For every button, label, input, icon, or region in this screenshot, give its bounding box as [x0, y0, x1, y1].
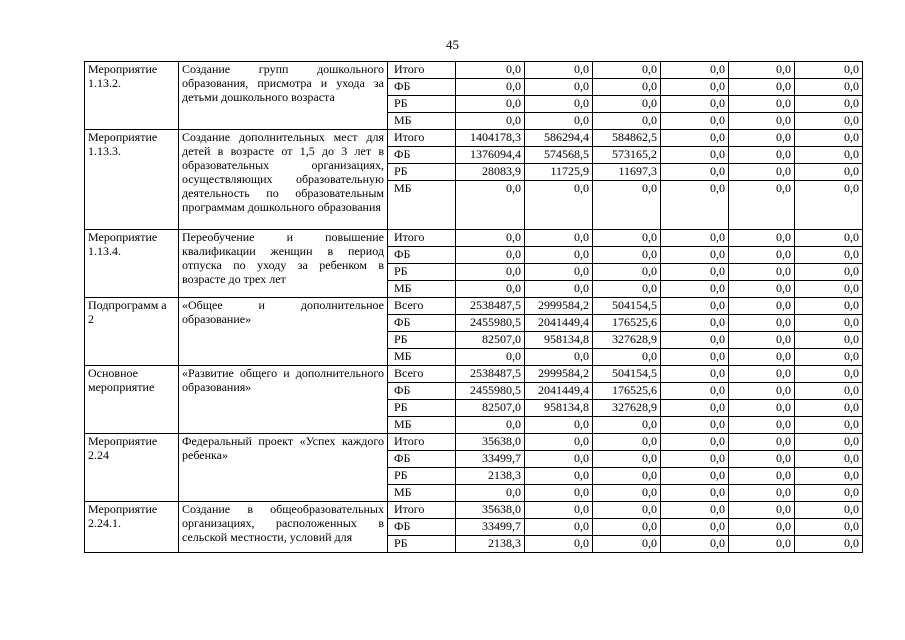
table-row [85, 366, 863, 383]
amount-cell: 504154,5 [593, 298, 661, 315]
amount-cell: 82507,0 [456, 332, 525, 349]
amount-cell: 0,0 [661, 298, 729, 315]
amount-cell: 0,0 [729, 181, 795, 230]
funding-source-cell: МБ [388, 181, 456, 230]
amount-cell: 0,0 [729, 349, 795, 366]
funding-source-cell: Всего [388, 366, 456, 383]
amount-cell: 0,0 [593, 62, 661, 79]
amount-cell: 0,0 [795, 502, 863, 519]
event-name-cell: Мероприятие 1.13.3. [85, 130, 179, 230]
funding-source-cell: ФБ [388, 451, 456, 468]
budget-table-body [85, 62, 863, 553]
amount-cell: 0,0 [661, 113, 729, 130]
amount-cell: 327628,9 [593, 400, 661, 417]
amount-cell: 0,0 [661, 417, 729, 434]
funding-source-cell: МБ [388, 349, 456, 366]
amount-cell: 2999584,2 [525, 298, 593, 315]
amount-cell: 586294,4 [525, 130, 593, 147]
amount-cell: 0,0 [456, 181, 525, 230]
event-description-cell: «Общее и дополнительное образование» [179, 298, 388, 366]
table-row [85, 62, 863, 79]
amount-cell: 0,0 [456, 281, 525, 298]
amount-cell: 33499,7 [456, 451, 525, 468]
amount-cell: 0,0 [593, 79, 661, 96]
amount-cell: 0,0 [593, 417, 661, 434]
amount-cell: 2455980,5 [456, 315, 525, 332]
funding-source-cell: РБ [388, 164, 456, 181]
amount-cell: 0,0 [795, 468, 863, 485]
event-name-cell: Основное мероприятие [85, 366, 179, 434]
amount-cell: 0,0 [661, 366, 729, 383]
amount-cell: 0,0 [456, 485, 525, 502]
amount-cell: 0,0 [525, 264, 593, 281]
table-row [85, 230, 863, 247]
amount-cell: 0,0 [593, 536, 661, 553]
amount-cell: 0,0 [795, 417, 863, 434]
amount-cell: 0,0 [729, 502, 795, 519]
amount-cell: 0,0 [593, 485, 661, 502]
amount-cell: 0,0 [795, 62, 863, 79]
amount-cell: 0,0 [525, 536, 593, 553]
amount-cell: 0,0 [661, 96, 729, 113]
event-description-cell: Переобучение и повышение квалификации женщин в период отпуска по уходу за ребенком в возрасте до трех лет [179, 230, 388, 298]
amount-cell: 0,0 [795, 332, 863, 349]
amount-cell: 0,0 [593, 519, 661, 536]
amount-cell: 0,0 [661, 485, 729, 502]
amount-cell: 0,0 [729, 164, 795, 181]
amount-cell: 0,0 [795, 383, 863, 400]
funding-source-cell: ФБ [388, 247, 456, 264]
amount-cell: 0,0 [795, 164, 863, 181]
amount-cell: 0,0 [661, 349, 729, 366]
amount-cell: 0,0 [525, 468, 593, 485]
funding-source-cell: Итого [388, 434, 456, 451]
amount-cell: 0,0 [593, 96, 661, 113]
amount-cell: 573165,2 [593, 147, 661, 164]
funding-source-cell: РБ [388, 400, 456, 417]
amount-cell: 0,0 [729, 130, 795, 147]
event-description-cell: Создание групп дошкольного образования, присмотра и ухода за детьми дошкольного возраста [179, 62, 388, 130]
amount-cell: 0,0 [661, 451, 729, 468]
amount-cell: 28083,9 [456, 164, 525, 181]
amount-cell: 0,0 [525, 96, 593, 113]
amount-cell: 0,0 [729, 417, 795, 434]
amount-cell: 0,0 [661, 164, 729, 181]
amount-cell: 0,0 [456, 79, 525, 96]
amount-cell: 0,0 [795, 315, 863, 332]
amount-cell: 2538487,5 [456, 366, 525, 383]
amount-cell: 0,0 [729, 147, 795, 164]
amount-cell: 0,0 [729, 79, 795, 96]
amount-cell: 0,0 [525, 79, 593, 96]
amount-cell: 11697,3 [593, 164, 661, 181]
funding-source-cell: РБ [388, 96, 456, 113]
funding-source-cell: Всего [388, 298, 456, 315]
amount-cell: 82507,0 [456, 400, 525, 417]
amount-cell: 0,0 [661, 230, 729, 247]
amount-cell: 0,0 [525, 434, 593, 451]
amount-cell: 0,0 [795, 434, 863, 451]
page-number: 45 [446, 37, 459, 52]
table-row [85, 298, 863, 315]
funding-source-cell: МБ [388, 417, 456, 434]
amount-cell: 0,0 [525, 349, 593, 366]
amount-cell: 0,0 [525, 417, 593, 434]
amount-cell: 1376094,4 [456, 147, 525, 164]
amount-cell: 0,0 [795, 366, 863, 383]
event-name-cell: Мероприятие 1.13.4. [85, 230, 179, 298]
amount-cell: 0,0 [456, 113, 525, 130]
amount-cell: 0,0 [729, 264, 795, 281]
event-name-cell: Подпрограмм а 2 [85, 298, 179, 366]
amount-cell: 0,0 [795, 130, 863, 147]
amount-cell: 0,0 [525, 230, 593, 247]
amount-cell: 2138,3 [456, 536, 525, 553]
event-description-cell: «Развитие общего и дополнительного образования» [179, 366, 388, 434]
amount-cell: 584862,5 [593, 130, 661, 147]
funding-source-cell: МБ [388, 485, 456, 502]
funding-source-cell: ФБ [388, 147, 456, 164]
table-row [85, 502, 863, 519]
amount-cell: 35638,0 [456, 502, 525, 519]
amount-cell: 0,0 [661, 181, 729, 230]
event-name-cell: Мероприятие 2.24.1. [85, 502, 179, 553]
amount-cell: 0,0 [525, 181, 593, 230]
funding-source-cell: МБ [388, 113, 456, 130]
amount-cell: 0,0 [795, 451, 863, 468]
amount-cell: 0,0 [729, 247, 795, 264]
budget-table [84, 61, 863, 553]
amount-cell: 0,0 [593, 468, 661, 485]
amount-cell: 0,0 [456, 349, 525, 366]
amount-cell: 0,0 [795, 281, 863, 298]
amount-cell: 0,0 [729, 383, 795, 400]
amount-cell: 0,0 [729, 451, 795, 468]
amount-cell: 0,0 [795, 96, 863, 113]
amount-cell: 0,0 [795, 536, 863, 553]
amount-cell: 0,0 [593, 230, 661, 247]
amount-cell: 0,0 [661, 130, 729, 147]
amount-cell: 0,0 [795, 400, 863, 417]
amount-cell: 0,0 [729, 96, 795, 113]
amount-cell: 0,0 [661, 79, 729, 96]
amount-cell: 0,0 [795, 298, 863, 315]
amount-cell: 0,0 [729, 468, 795, 485]
amount-cell: 0,0 [729, 434, 795, 451]
amount-cell: 2138,3 [456, 468, 525, 485]
amount-cell: 0,0 [456, 62, 525, 79]
amount-cell: 0,0 [661, 519, 729, 536]
amount-cell: 0,0 [661, 62, 729, 79]
amount-cell: 0,0 [661, 468, 729, 485]
amount-cell: 2041449,4 [525, 315, 593, 332]
event-name-cell: Мероприятие 1.13.2. [85, 62, 179, 130]
funding-source-cell: РБ [388, 264, 456, 281]
amount-cell: 0,0 [661, 281, 729, 298]
amount-cell: 0,0 [729, 366, 795, 383]
amount-cell: 0,0 [729, 113, 795, 130]
table-row [85, 130, 863, 147]
funding-source-cell: ФБ [388, 79, 456, 96]
amount-cell: 0,0 [525, 519, 593, 536]
funding-source-cell: МБ [388, 281, 456, 298]
amount-cell: 0,0 [729, 536, 795, 553]
amount-cell: 0,0 [456, 417, 525, 434]
amount-cell: 0,0 [795, 519, 863, 536]
amount-cell: 11725,9 [525, 164, 593, 181]
amount-cell: 0,0 [661, 332, 729, 349]
amount-cell: 0,0 [729, 519, 795, 536]
amount-cell: 2455980,5 [456, 383, 525, 400]
amount-cell: 0,0 [661, 383, 729, 400]
funding-source-cell: Итого [388, 502, 456, 519]
funding-source-cell: Итого [388, 62, 456, 79]
amount-cell: 958134,8 [525, 400, 593, 417]
amount-cell: 0,0 [525, 451, 593, 468]
amount-cell: 2999584,2 [525, 366, 593, 383]
funding-source-cell: Итого [388, 230, 456, 247]
amount-cell: 0,0 [661, 315, 729, 332]
amount-cell: 0,0 [593, 281, 661, 298]
funding-source-cell: РБ [388, 468, 456, 485]
event-description-cell: Федеральный проект «Успех каждого ребенка» [179, 434, 388, 502]
amount-cell: 0,0 [795, 113, 863, 130]
amount-cell: 0,0 [729, 230, 795, 247]
amount-cell: 0,0 [593, 451, 661, 468]
amount-cell: 35638,0 [456, 434, 525, 451]
funding-source-cell: ФБ [388, 383, 456, 400]
amount-cell: 0,0 [661, 434, 729, 451]
amount-cell: 0,0 [729, 315, 795, 332]
amount-cell: 1404178,3 [456, 130, 525, 147]
amount-cell: 504154,5 [593, 366, 661, 383]
amount-cell: 0,0 [729, 281, 795, 298]
amount-cell: 0,0 [593, 181, 661, 230]
amount-cell: 0,0 [661, 536, 729, 553]
amount-cell: 0,0 [525, 247, 593, 264]
amount-cell: 0,0 [795, 485, 863, 502]
amount-cell: 0,0 [456, 230, 525, 247]
amount-cell: 2538487,5 [456, 298, 525, 315]
amount-cell: 0,0 [795, 230, 863, 247]
amount-cell: 176525,6 [593, 383, 661, 400]
amount-cell: 0,0 [456, 96, 525, 113]
amount-cell: 0,0 [593, 247, 661, 264]
amount-cell: 0,0 [795, 79, 863, 96]
amount-cell: 0,0 [593, 264, 661, 281]
funding-source-cell: ФБ [388, 519, 456, 536]
amount-cell: 33499,7 [456, 519, 525, 536]
amount-cell: 0,0 [456, 264, 525, 281]
amount-cell: 0,0 [525, 281, 593, 298]
amount-cell: 0,0 [729, 332, 795, 349]
funding-source-cell: РБ [388, 332, 456, 349]
amount-cell: 0,0 [593, 349, 661, 366]
amount-cell: 0,0 [525, 62, 593, 79]
event-description-cell: Создание в общеобразовательных организациях, расположенных в сельской местности, условий для [179, 502, 388, 553]
amount-cell: 0,0 [795, 147, 863, 164]
funding-source-cell: Итого [388, 130, 456, 147]
amount-cell: 0,0 [661, 400, 729, 417]
amount-cell: 0,0 [795, 349, 863, 366]
amount-cell: 574568,5 [525, 147, 593, 164]
amount-cell: 0,0 [593, 113, 661, 130]
amount-cell: 0,0 [593, 434, 661, 451]
amount-cell: 0,0 [525, 113, 593, 130]
event-description-cell: Создание дополнительных мест для детей в возрасте от 1,5 до 3 лет в образовательных организациях, осуществляющих образовательную деятельность по образовательным программам дошкольного образования [179, 130, 388, 230]
amount-cell: 0,0 [795, 247, 863, 264]
amount-cell: 958134,8 [525, 332, 593, 349]
funding-source-cell: ФБ [388, 315, 456, 332]
amount-cell: 0,0 [729, 485, 795, 502]
amount-cell: 0,0 [729, 298, 795, 315]
amount-cell: 0,0 [661, 502, 729, 519]
amount-cell: 0,0 [456, 247, 525, 264]
amount-cell: 0,0 [661, 247, 729, 264]
amount-cell: 327628,9 [593, 332, 661, 349]
amount-cell: 0,0 [661, 147, 729, 164]
amount-cell: 0,0 [593, 502, 661, 519]
amount-cell: 0,0 [795, 264, 863, 281]
amount-cell: 0,0 [525, 502, 593, 519]
amount-cell: 2041449,4 [525, 383, 593, 400]
amount-cell: 0,0 [661, 264, 729, 281]
amount-cell: 0,0 [525, 485, 593, 502]
amount-cell: 0,0 [729, 400, 795, 417]
event-name-cell: Мероприятие 2.24 [85, 434, 179, 502]
amount-cell: 176525,6 [593, 315, 661, 332]
funding-source-cell: РБ [388, 536, 456, 553]
amount-cell: 0,0 [729, 62, 795, 79]
table-row [85, 434, 863, 451]
amount-cell: 0,0 [795, 181, 863, 230]
